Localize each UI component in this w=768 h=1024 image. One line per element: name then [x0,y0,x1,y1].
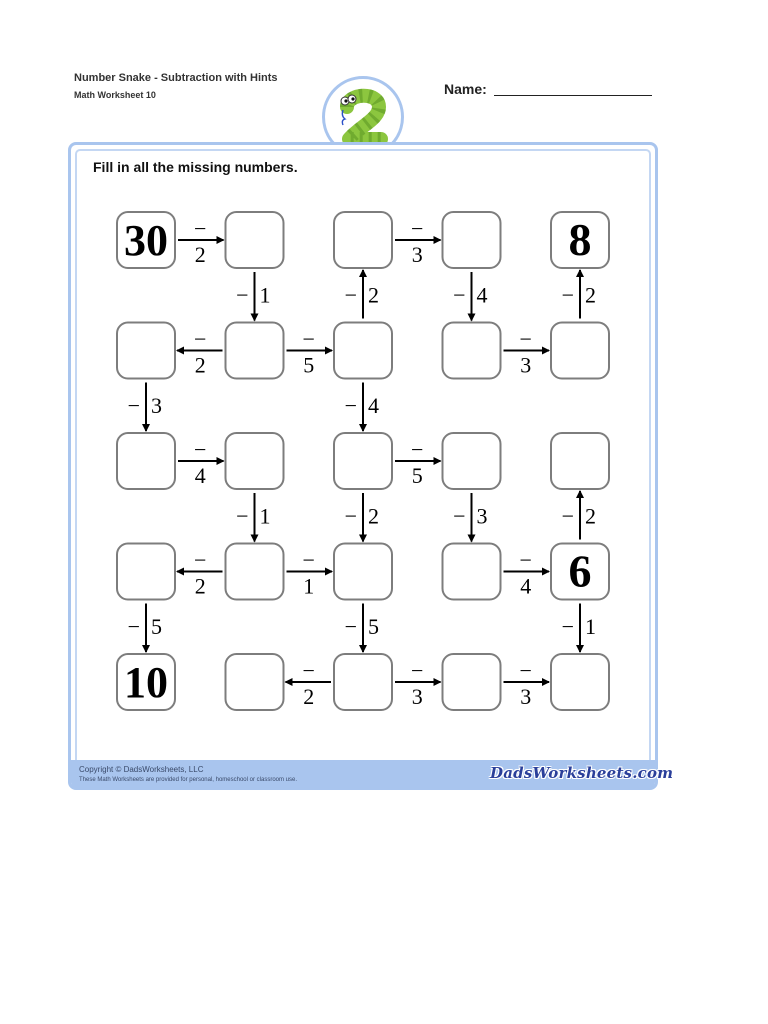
answer-cell[interactable] [551,433,609,489]
minus-sign: − [194,437,207,462]
hint-value: 1 [303,573,315,599]
answer-cell[interactable] [443,654,501,710]
answer-cell[interactable] [117,544,175,600]
minus-sign: − [344,392,357,418]
hint-value: 2 [368,282,379,308]
hint-value: 1 [259,503,271,529]
hint-value: 3 [411,242,423,267]
minus-sign: − [236,282,249,308]
hint-value: 1 [259,282,271,308]
copyright-text: Copyright © DadsWorksheets, LLC [79,765,204,774]
answer-cell[interactable] [117,433,175,489]
answer-cell[interactable] [551,323,609,379]
hint-value: 2 [194,573,206,599]
given-number: 30 [124,216,168,265]
hint-value: 2 [303,684,315,709]
hint-value: 4 [520,573,532,599]
answer-cell[interactable] [334,212,392,268]
answer-cell[interactable] [226,212,284,268]
answer-cell[interactable] [226,433,284,489]
hint-value: 2 [194,242,206,267]
hint-value: 3 [520,684,532,709]
usage-text: These Math Worksheets are provided for personal, homeschool or classroom use. [79,777,297,783]
hint-value: 4 [194,463,206,488]
minus-sign: − [194,216,207,241]
answer-cell[interactable] [226,544,284,600]
given-number: 8 [568,214,592,265]
minus-sign: − [561,613,574,639]
given-number: 6 [568,545,592,597]
hint-value: 4 [476,282,488,308]
name-label: Name: [444,81,487,97]
hint-value: 5 [411,463,423,488]
hint-value: 2 [585,503,596,529]
minus-sign: − [344,282,357,308]
brand-logo: DadsWorksheets.com [490,764,674,782]
hint-value: 3 [520,352,532,378]
answer-cell[interactable] [334,654,392,710]
minus-sign: − [561,282,574,308]
hint-value: 2 [585,282,596,308]
answer-cell[interactable] [443,544,501,600]
answer-cell[interactable] [334,433,392,489]
minus-sign: − [519,658,532,683]
answer-cell[interactable] [443,212,501,268]
answer-cell[interactable] [443,433,501,489]
minus-sign: − [302,547,315,573]
hint-value: 3 [151,392,162,418]
hint-value: 2 [194,352,206,378]
minus-sign: − [519,547,532,573]
minus-sign: − [411,658,424,683]
minus-sign: − [344,503,357,529]
given-number: 10 [124,658,168,707]
answer-cell[interactable] [226,323,284,379]
hint-value: 5 [368,613,379,639]
hint-value: 4 [368,392,379,418]
hint-value: 2 [368,503,379,529]
minus-sign: − [302,658,315,683]
minus-sign: − [453,282,466,308]
minus-sign: − [236,503,249,529]
hint-value: 5 [151,613,162,639]
answer-cell[interactable] [117,323,175,379]
minus-sign: − [411,437,424,462]
minus-sign: − [127,613,140,639]
minus-sign: − [194,547,207,573]
worksheet-subtitle: Math Worksheet 10 [74,90,156,100]
answer-cell[interactable] [551,654,609,710]
hint-value: 5 [303,352,315,378]
minus-sign: − [344,613,357,639]
worksheet-title: Number Snake - Subtraction with Hints [74,72,278,84]
hint-value: 3 [476,503,488,529]
answer-cell[interactable] [334,323,392,379]
minus-sign: − [561,503,574,529]
minus-sign: − [519,326,532,352]
minus-sign: − [302,326,315,352]
minus-sign: − [194,326,207,352]
hint-value: 1 [585,613,596,639]
minus-sign: − [127,392,140,418]
minus-sign: − [411,216,424,241]
instructions: Fill in all the missing numbers. [93,159,298,175]
minus-sign: − [453,503,466,529]
answer-cell[interactable] [443,323,501,379]
answer-cell[interactable] [334,544,392,600]
answer-cell[interactable] [226,654,284,710]
hint-value: 3 [411,684,423,709]
